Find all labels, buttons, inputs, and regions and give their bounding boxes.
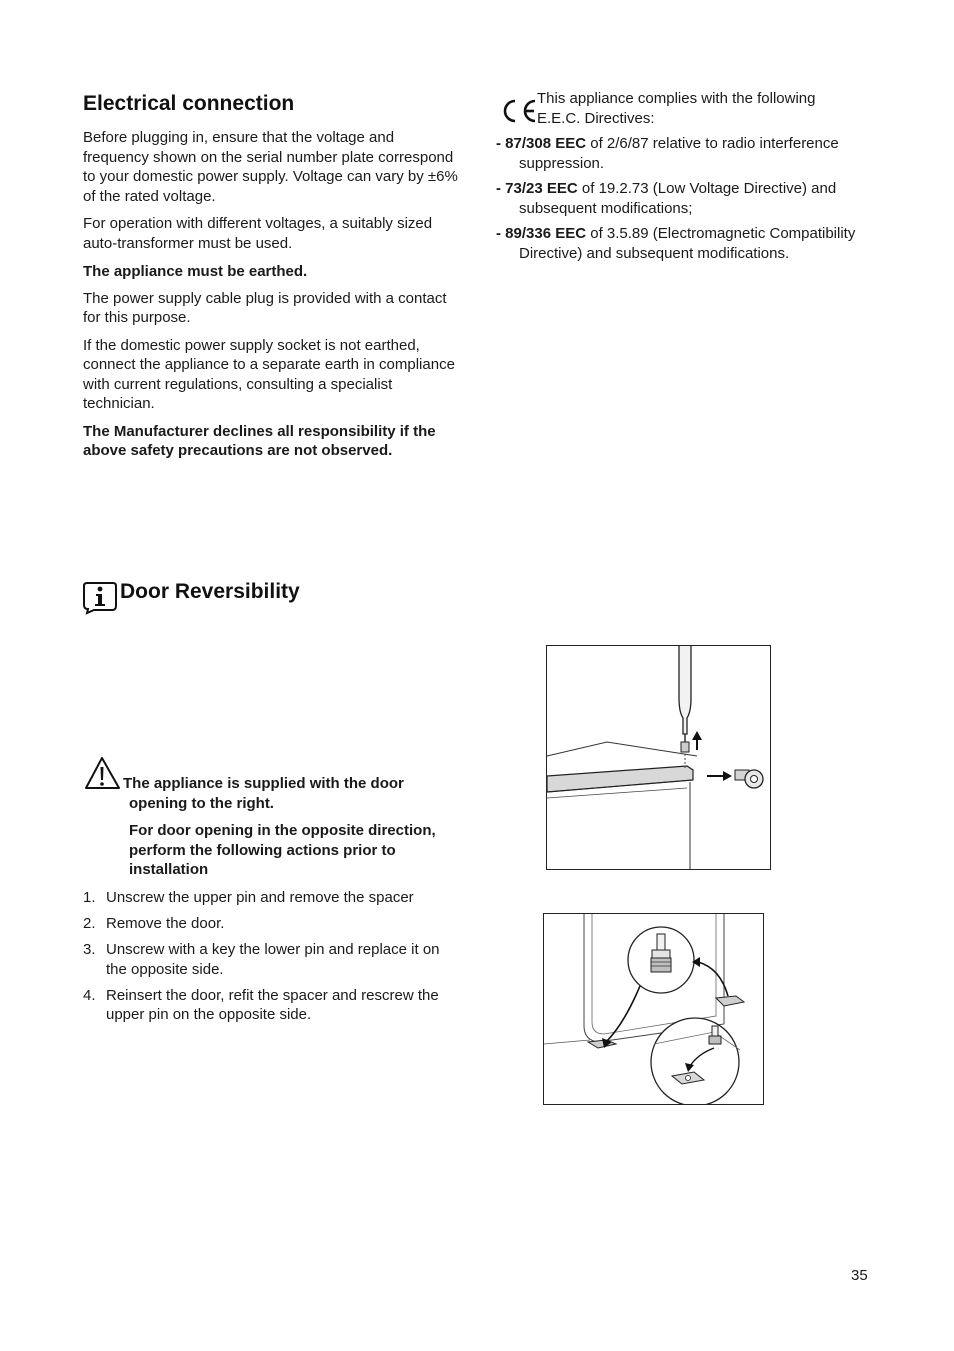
- warning-triangle-icon: [84, 756, 122, 790]
- directive-list: [496, 134, 871, 263]
- directive-code: - 87/308 EEC: [496, 135, 587, 152]
- lower-pin-illustration: [543, 913, 764, 1105]
- compliance-intro: This appliance complies with the following E.E.C. Directives:: [537, 90, 816, 127]
- warning-text-2: For door opening in the opposite direction, perform the following actions prior to installation: [129, 822, 436, 878]
- directive-item: [496, 179, 871, 218]
- door-title: Door Reversibility: [120, 580, 300, 603]
- step-text: Unscrew with a key the lower pin and replace it on the opposite side.: [106, 941, 440, 978]
- warning-text-1: The appliance is supplied with the door opening to the right.: [123, 775, 404, 812]
- directive-code: - 73/23 EEC: [496, 180, 578, 197]
- warning-block: [123, 774, 463, 880]
- directive-code: - 89/336 EEC: [496, 225, 587, 242]
- electrical-section: [83, 92, 458, 461]
- directive-text: of 3.5.89 (Electromagnetic Compatibility Directive) and subsequent modifications.: [519, 225, 856, 262]
- step-number: 2.: [83, 915, 96, 932]
- list-item: [83, 940, 458, 979]
- electrical-paragraph-1: Before plugging in, ensure that the voltage and frequency shown on the serial number plate correspond to your domestic power supply. Voltage can vary by ±6% of the rated voltage.: [83, 129, 458, 205]
- list-item: [83, 914, 458, 934]
- ce-logo: [498, 96, 538, 126]
- step-number: 3.: [83, 941, 96, 958]
- ce-mark-icon: [498, 96, 538, 126]
- directive-item: [496, 224, 871, 263]
- step-number: 1.: [83, 889, 96, 906]
- info-icon: [82, 579, 118, 615]
- earthing-notice: The appliance must be earthed.: [83, 263, 308, 280]
- directive-text: of 2/6/87 relative to radio interference suppression.: [519, 135, 839, 172]
- list-item: [83, 888, 458, 908]
- responsibility-notice: The Manufacturer declines all responsibility if the above safety precautions are not observed.: [83, 422, 436, 459]
- step-text: Remove the door.: [106, 915, 225, 932]
- list-item: [83, 986, 458, 1025]
- electrical-title: Electrical connection: [83, 92, 295, 115]
- electrical-paragraph-4: The power supply cable plug is provided with a contact for this purpose.: [83, 289, 447, 326]
- electrical-paragraph-2: For operation with different voltages, a suitably sized auto-transformer must be used.: [83, 215, 433, 252]
- electrical-paragraph-5: If the domestic power supply socket is not earthed, connect the appliance to a separate earth in compliance with current regulations, consulting a specialist technician.: [83, 336, 455, 412]
- step-number: 4.: [83, 986, 96, 1004]
- upper-pin-illustration: [546, 645, 771, 870]
- steps-list: [83, 888, 458, 1031]
- step-text: Reinsert the door, refit the spacer and rescrew the upper pin on the opposite side.: [106, 986, 439, 1023]
- step-text: Unscrew the upper pin and remove the spacer: [106, 889, 414, 906]
- page-number: 35: [851, 1267, 868, 1284]
- directive-item: [496, 134, 871, 173]
- directive-text: of 19.2.73 (Low Voltage Directive) and subsequent modifications;: [519, 180, 837, 217]
